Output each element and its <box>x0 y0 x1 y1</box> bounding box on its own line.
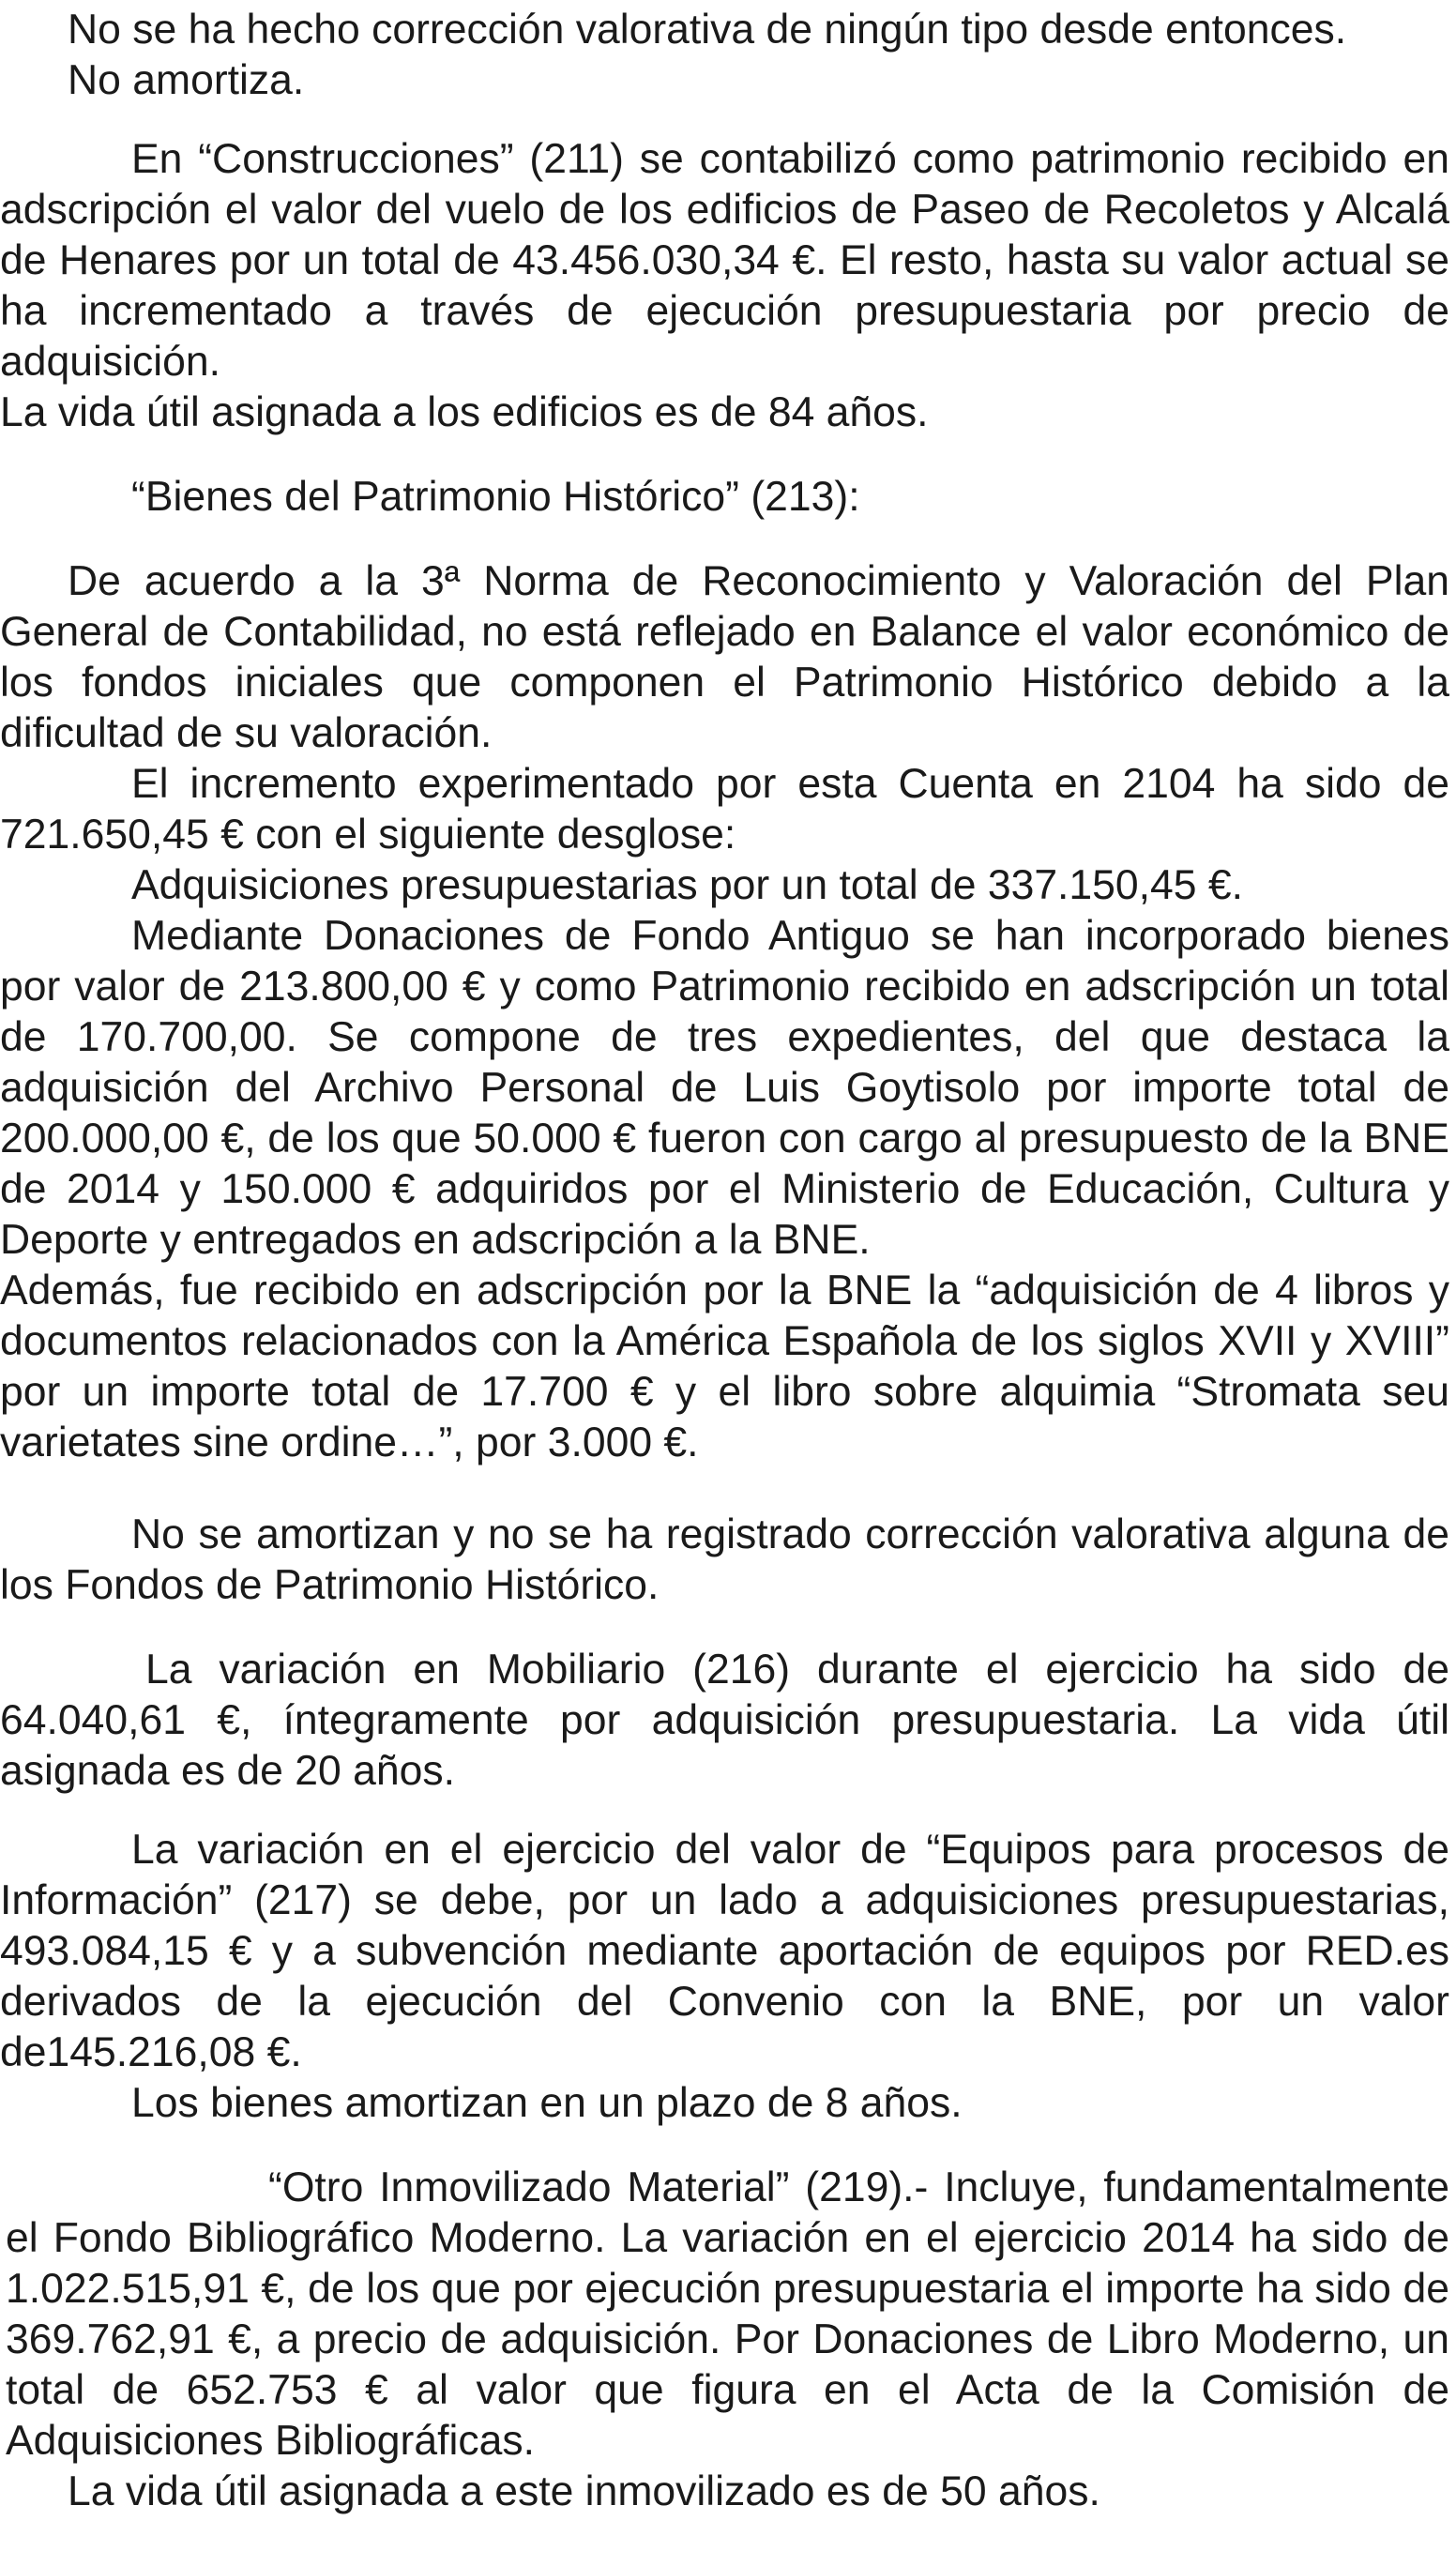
paragraph-incremento: El incremento experimentado por esta Cuenta en 2104 ha sido de 721.650,45 € con el siguiente desglose: <box>0 761 1449 858</box>
paragraph-correction-note: No se ha hecho corrección valorativa de ningún tipo desde entonces. <box>68 7 1347 53</box>
paragraph-no-amortizan: No se amortizan y no se ha registrado corrección valorativa alguna de los Fondos de Patrimonio Histórico. <box>0 1511 1449 1608</box>
paragraph-vida-util-edificios: La vida útil asignada a los edificios es de 84 años. <box>0 389 929 435</box>
paragraph-heading-patrimonio-historico: “Bienes del Patrimonio Histórico” (213): <box>131 474 860 520</box>
paragraph-otro-inmovilizado: “Otro Inmovilizado Material” (219).- Incluye, fundamentalmente el Fondo Bibliográfico Moderno. La variación en el ejercicio 2014 ha sido de 1.022.515,91 €, de los que por ejecución presupuestaria el importe ha sido de 369.762,91 €, a precio de adquisición. Por Donaciones de Libro Moderno, un total de 652.753 € al valor que figura en el Acta de la Comisión de Adquisiciones Bibliográficas. <box>6 2164 1449 2464</box>
paragraph-norma-valoracion: De acuerdo a la 3ª Norma de Reconocimiento y Valoración del Plan General de Contabilidad, no está reflejado en Balance el valor económico de los fondos iniciales que componen el Patrimonio Histórico debido a la dificultad de su valoración. <box>0 558 1449 756</box>
paragraph-vida-util-inmovilizado: La vida útil asignada a este inmovilizado es de 50 años. <box>68 2468 1100 2514</box>
paragraph-plazo-amortizacion: Los bienes amortizan en un plazo de 8 años. <box>131 2080 963 2126</box>
paragraph-adquisiciones: Adquisiciones presupuestarias por un total de 337.150,45 €. <box>131 862 1244 908</box>
paragraph-mobiliario: La variación en Mobiliario (216) durante el ejercicio ha sido de 64.040,61 €, íntegramente por adquisición presupuestaria. La vida útil asignada es de 20 años. <box>0 1647 1449 1794</box>
paragraph-equipos-informacion: La variación en el ejercicio del valor de “Equipos para procesos de Información” (217) se debe, por un lado a adquisiciones presupuestarias, 493.084,15 € y a subvención mediante aportación de equipos por RED.es derivados de la ejecución del Convenio con la BNE, por un valor de145.216,08 €. <box>0 1827 1449 2075</box>
paragraph-construcciones: En “Construcciones” (211) se contabilizó como patrimonio recibido en adscripción el valor del vuelo de los edificios de Paseo de Recoletos y Alcalá de Henares por un total de 43.456.030,34 €. El resto, hasta su valor actual se ha incrementado a través de ejecución presupuestaria por precio de adquisición. <box>0 136 1449 385</box>
paragraph-donaciones-fondo-antiguo: Mediante Donaciones de Fondo Antiguo se han incorporado bienes por valor de 213.800,00 € y como Patrimonio recibido en adscripción un total de 170.700,00. Se compone de tres expedientes, del que destaca la adquisición del Archivo Personal de Luis Goytisolo por importe total de 200.000,00 €, de los que 50.000 € fueron con cargo al presupuesto de la BNE de 2014 y 150.000 € adquiridos por el Ministerio de Educación, Cultura y Deporte y entregados en adscripción a la BNE. <box>0 913 1449 1263</box>
paragraph-no-amortiza: No amortiza. <box>68 57 305 103</box>
paragraph-adscripcion-libros: Además, fue recibido en adscripción por la BNE la “adquisición de 4 libros y documentos relacionados con la América Española de los siglos XVII y XVIII” por un importe total de 17.700 € y el libro sobre alquimia “Stromata seu varietates sine ordine…”, por 3.000 €. <box>0 1268 1449 1465</box>
